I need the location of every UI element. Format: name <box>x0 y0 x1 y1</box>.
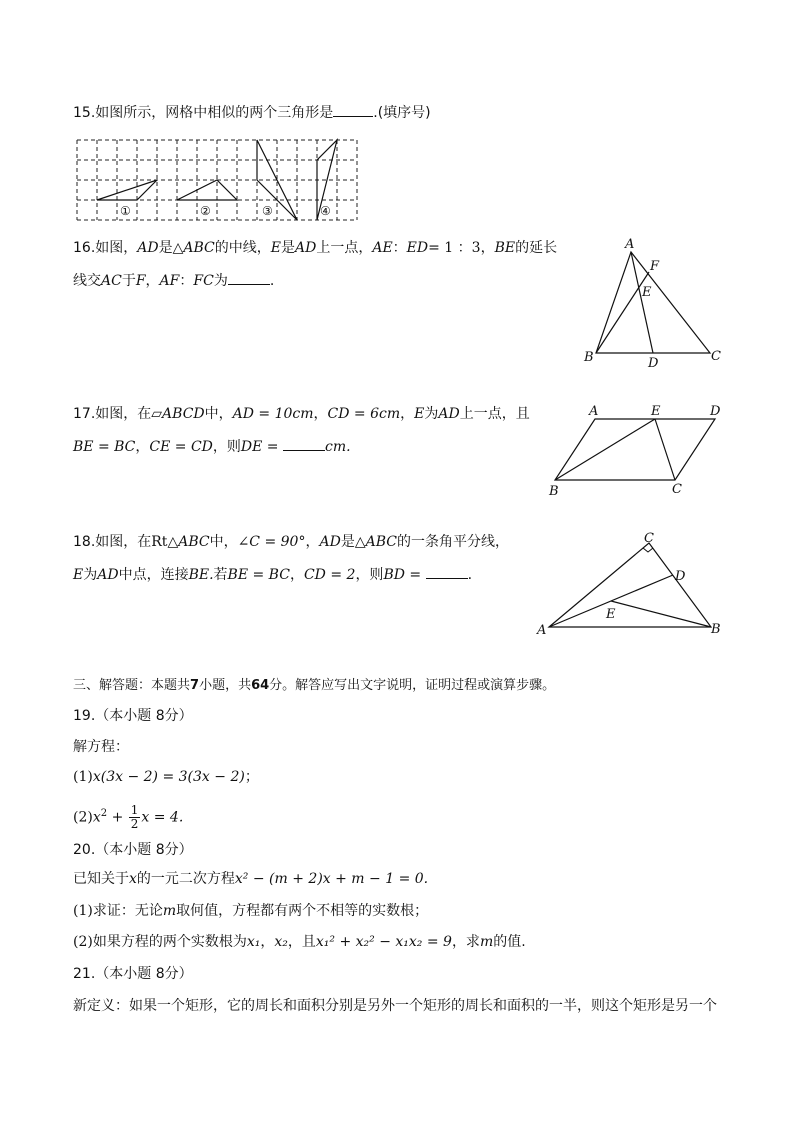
q15-answer-blank[interactable] <box>333 102 373 117</box>
label-E: E <box>642 285 652 300</box>
label-D: D <box>675 569 686 584</box>
q15-prefix: 15.如图所示，网格中相似的两个三角形是 <box>73 105 334 121</box>
q18-line1: 18.如图，在Rt△ABC中，∠C = 90°，AD是△ABC的一条角平分线， <box>73 534 509 550</box>
q16-line1: 16.如图，AD是△ABC的中线，E是AD上一点，AE：ED= 1 ：3，BE的延长 <box>73 240 558 256</box>
q21-title: 21.（本小题 8分） <box>73 966 193 982</box>
label-B: B <box>711 622 721 637</box>
q18-right-triangle-figure <box>535 530 735 640</box>
label-D: D <box>710 404 721 419</box>
right-angle-mark <box>643 548 653 552</box>
parallelogram-abcd <box>555 419 715 480</box>
q15-grid-figure <box>76 139 358 221</box>
label-1: ① <box>120 204 131 218</box>
q20-intro: 已知关于x的一元二次方程x² − (m + 2)x + m − 1 = 0. <box>73 871 429 887</box>
q15-suffix: .(填序号) <box>373 105 431 121</box>
label-3: ③ <box>262 204 273 218</box>
label-F: F <box>650 259 660 274</box>
q20-part2: (2)如果方程的两个实数根为x₁，x₂，且x₁² + x₂² − x₁x₂ = 9，求m的值. <box>73 934 526 950</box>
q16-line2: 线交AC于F，AF：FC为 . <box>73 270 274 291</box>
triangle-abc <box>549 543 711 627</box>
q18-answer-blank[interactable] <box>426 564 468 579</box>
label-C: C <box>711 349 721 364</box>
segment-be <box>611 601 711 627</box>
q15-text <box>73 102 431 123</box>
q17-answer-blank[interactable] <box>283 436 325 451</box>
label-D: D <box>648 356 659 371</box>
triangle-2 <box>177 180 237 200</box>
fraction-one-half: $\frac{1}{2}$ <box>130 803 139 832</box>
label-A: A <box>589 404 599 419</box>
q19-part1: (1)x(3x − 2) = 3(3x − 2)； <box>73 769 259 785</box>
label-C: C <box>644 531 654 546</box>
q16-triangle-figure <box>580 232 730 372</box>
segment-ce <box>655 419 675 480</box>
q19-part2: $(2)x^2$ + $\frac{1}{2}$ x = 4. <box>73 803 184 832</box>
q18-line2: E为AD中点，连接BE.若BE = BC，CD = 2，则BD = . <box>73 564 472 585</box>
label-B: B <box>584 350 594 365</box>
label-4: ④ <box>320 204 331 218</box>
label-2: ② <box>200 204 211 218</box>
q19-intro: 解方程： <box>73 739 129 755</box>
q20-title: 20.（本小题 8分） <box>73 842 193 858</box>
section-3-heading: 三、解答题：本题共7小题，共64分。解答应写出文字说明，证明过程或演算步骤。 <box>73 678 556 693</box>
q17-line2: BE = BC，CE = CD，则DE = cm. <box>73 436 351 457</box>
label-A: A <box>537 623 547 638</box>
label-B: B <box>549 484 559 499</box>
label-E: E <box>651 404 661 419</box>
label-A: A <box>625 237 635 252</box>
segment-be <box>555 419 655 480</box>
label-E: E <box>606 607 616 622</box>
q17-parallelogram-figure <box>545 400 735 500</box>
q21-text: 新定义：如果一个矩形，它的周长和面积分别是另外一个矩形的周长和面积的一半，则这个矩形是另一个 <box>73 998 717 1014</box>
triangle-1 <box>97 180 157 200</box>
q16-answer-blank[interactable] <box>228 270 270 285</box>
label-C: C <box>672 482 682 497</box>
q19-title: 19.（本小题 8分） <box>73 708 193 724</box>
q20-part1: (1)求证：无论m取何值，方程都有两个不相等的实数根； <box>73 903 429 919</box>
q17-line1: 17.如图，在▱ABCD中，AD = 10cm，CD = 6cm，E为AD上一点，且 <box>73 406 530 422</box>
